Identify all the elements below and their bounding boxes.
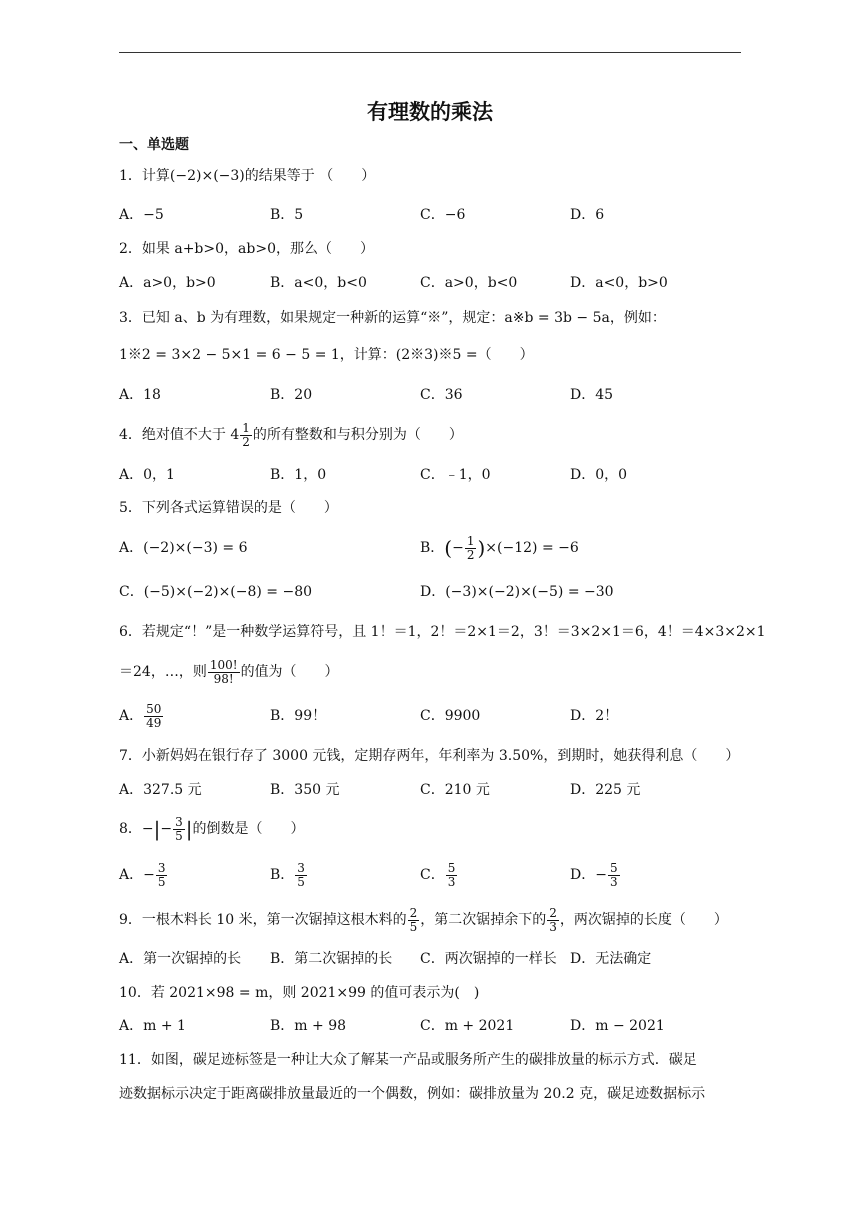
- q7-option-c: C．210 元: [420, 782, 490, 798]
- q5-frac-numerator: 1: [466, 533, 475, 548]
- q8-a-numerator: 3: [157, 860, 166, 875]
- q8-option-c-label: C．: [420, 867, 445, 883]
- q5-option-b-rest: ×(−12) = −6: [485, 540, 579, 556]
- q8-a-denominator: 5: [157, 874, 166, 889]
- q10-option-a: A．m + 1: [119, 1018, 186, 1034]
- q8-option-b-label: B．: [270, 867, 295, 883]
- question-2-stem: 2．如果 a+b>0，ab>0，那么（ ）: [119, 241, 374, 257]
- q6-a-denominator: 49: [146, 715, 162, 730]
- page-title: 有理数的乘法: [367, 100, 493, 124]
- q7-option-d: D．225 元: [570, 782, 641, 798]
- q5-paren-close: ): [477, 536, 486, 560]
- q9-f2-denominator: 3: [549, 919, 557, 934]
- q4-stem-pre: 4．绝对值不大于 4: [119, 427, 240, 443]
- q9-option-c: C．两次锯掉的一样长: [420, 951, 557, 967]
- question-5-stem: 5．下列各式运算错误的是（ ）: [119, 500, 338, 516]
- q8-option-d: [570, 858, 621, 892]
- q8-d-fraction: [608, 862, 620, 889]
- q8-b-numerator: 3: [297, 860, 305, 875]
- q9-option-b: B．第二次锯掉的长: [270, 951, 393, 967]
- q2-option-d: D．a<0，b>0: [570, 275, 668, 291]
- q8-option-d-label: D．−: [570, 867, 607, 883]
- q9-stem-post: ，两次锯掉的长度（ ）: [559, 912, 728, 928]
- q8-a-fraction: [156, 862, 168, 889]
- header-rule: [119, 52, 741, 53]
- q6-a-numerator: 50: [146, 701, 162, 716]
- q10-option-d: D．m − 2021: [570, 1018, 665, 1034]
- q6-fraction: [208, 659, 240, 686]
- q1-option-a: A．−5: [119, 207, 164, 223]
- question-10-stem: 10．若 2021×98 = m，则 2021×99 的值可表示为( ): [119, 985, 480, 1001]
- q8-option-a: [119, 858, 168, 892]
- question-3-stem-line1: 3．已知 a、b 为有理数，如果规定一种新的运算“※”，规定：a※b = 3b − 5a，例如：: [119, 310, 666, 326]
- q10-option-c: C．m + 2021: [420, 1018, 515, 1034]
- q6-frac-numerator: 100!: [209, 657, 238, 672]
- q9-option-a: A．第一次锯掉的长: [119, 951, 242, 967]
- q8-option-b: [270, 858, 308, 892]
- question-11-line1: 11．如图，碳足迹标签是一种让大众了解某一产品或服务所产生的碳排放量的标示方式．碳足: [119, 1052, 697, 1068]
- q8-d-denominator: 3: [609, 874, 618, 889]
- q4-stem-post: 的所有整数和与积分别为（ ）: [252, 427, 463, 443]
- q6-stem-pre: ＝24，…，则: [119, 664, 207, 680]
- q8-option-a-label: A．−: [119, 867, 155, 883]
- q8-option-c: [420, 858, 458, 892]
- q4-fraction: [240, 422, 252, 449]
- q9-f2-numerator: 2: [549, 905, 557, 920]
- q4-frac-numerator: 1: [242, 420, 250, 435]
- q6-option-a-fraction: [144, 703, 163, 730]
- q5-option-a: A．(−2)×(−3) = 6: [119, 540, 248, 556]
- q5-option-c: C．(−5)×(−2)×(−8) = −80: [119, 584, 313, 600]
- q1-option-c: C．−6: [420, 207, 466, 223]
- q8-c-fraction: [446, 862, 458, 889]
- q4-option-b: B．1，0: [270, 467, 327, 483]
- q8-stem-pre: 8．−: [119, 821, 154, 837]
- q5-option-d: D．(−3)×(−2)×(−5) = −30: [420, 584, 614, 600]
- q8-d-numerator: 5: [609, 860, 618, 875]
- q3-option-b: B．20: [270, 387, 313, 403]
- section-heading: 一、单选题: [119, 137, 189, 153]
- q6-option-c: C．9900: [420, 708, 481, 724]
- q8-c-denominator: 3: [447, 874, 456, 889]
- q9-f1-numerator: 2: [409, 905, 418, 920]
- question-3-stem-line2: 1※2 = 3×2 − 5×1 = 6 − 5 = 1，计算：(2※3)※5 =（ ）: [119, 347, 534, 363]
- q4-frac-denominator: 2: [242, 434, 250, 449]
- q4-option-a: A．0，1: [119, 467, 175, 483]
- q7-option-a: A．327.5 元: [119, 782, 202, 798]
- question-9-stem: [119, 903, 728, 937]
- q4-option-c: C．﹣1，0: [420, 467, 491, 483]
- q5-option-b-label: B．: [420, 540, 445, 556]
- q2-option-a: A．a>0，b>0: [119, 275, 216, 291]
- q9-fraction-2: [547, 907, 559, 934]
- q6-option-a: [119, 699, 164, 733]
- q8-frac-denominator: 5: [175, 828, 183, 843]
- q9-f1-denominator: 5: [409, 919, 418, 934]
- question-4-stem: [119, 420, 463, 450]
- q3-option-d: D．45: [570, 387, 614, 403]
- question-6-stem-line1: 6．若规定“！”是一种数学运算符号，且 1！＝1，2！＝2×1＝2，3！＝3×2×1＝6，4！＝4×3×2×1: [119, 624, 766, 640]
- q8-abs-bar-left: |: [153, 817, 161, 841]
- q1-option-b: B．5: [270, 207, 304, 223]
- q5-frac-denominator: 2: [466, 547, 475, 562]
- q8-b-fraction: [295, 862, 307, 889]
- q1-option-d: D．6: [570, 207, 605, 223]
- q7-option-b: B．350 元: [270, 782, 340, 798]
- q3-option-c: C．36: [420, 387, 463, 403]
- question-6-stem-line2: [119, 656, 339, 688]
- q5-paren-open: (: [444, 536, 453, 560]
- q6-option-a-label: A．: [119, 708, 144, 724]
- q8-fraction: [173, 816, 185, 843]
- q10-option-b: B．m + 98: [270, 1018, 347, 1034]
- q9-stem-pre: 9．一根木料长 10 米，第一次锯掉这根木料的: [119, 912, 407, 928]
- question-11-line2: 迹数据标示决定于距离碳排放量最近的一个偶数，例如：碳排放量为 20.2 克，碳足迹数据标示: [119, 1086, 706, 1102]
- question-1-stem: 1．计算(−2)×(−3)的结果等于 （ ）: [119, 168, 376, 184]
- q2-option-b: B．a<0，b<0: [270, 275, 367, 291]
- question-7-stem: 7．小新妈妈在银行存了 3000 元钱，定期存两年，年利率为 3.50%，到期时，她获得利息（ ）: [119, 748, 740, 764]
- q8-frac-numerator: 3: [175, 814, 183, 829]
- q8-abs-bar-right: |: [185, 817, 193, 841]
- q6-option-d: D．2！: [570, 708, 619, 724]
- q6-option-b: B．99！: [270, 708, 327, 724]
- q9-stem-mid: ，第二次锯掉余下的: [420, 912, 547, 928]
- question-8-stem: 8．−|− $\frac{3}{5}$ |的倒数是（ ）: [119, 814, 305, 843]
- q9-option-d: D．无法确定: [570, 951, 652, 967]
- q8-b-denominator: 5: [297, 874, 305, 889]
- q8-c-numerator: 5: [447, 860, 456, 875]
- q5-option-b: B．(− $\frac{1}{2}$ )×(−12) = −6: [420, 533, 579, 562]
- q4-option-d: D．0，0: [570, 467, 628, 483]
- q2-option-c: C．a>0，b<0: [420, 275, 518, 291]
- q8-stem-post: 的倒数是（ ）: [192, 821, 305, 837]
- q9-fraction-1: [408, 907, 420, 934]
- q3-option-a: A．18: [119, 387, 161, 403]
- q5-fraction: [465, 535, 477, 562]
- q6-stem-post: 的值为（ ）: [240, 664, 339, 680]
- q6-frac-denominator: 98!: [213, 671, 234, 686]
